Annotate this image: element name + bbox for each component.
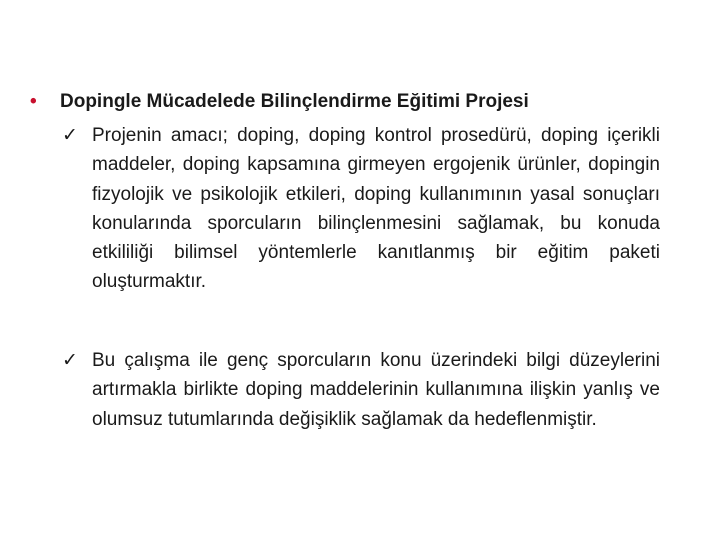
checkmark-icon: ✓ xyxy=(62,350,78,371)
bullet-icon: • xyxy=(30,91,37,112)
list-item xyxy=(62,121,660,297)
list-item-text: Projenin amacı; doping, doping kontrol prosedürü, doping içerikli maddeler, doping kapsamına girmeyen ergojenik ürünler, dopingin fizyolojik ve psikolojik etkileri, doping kullanımının yasal sonuçları konularında sporcuların bilinçlenmesini sağlamak, bu konuda etkililiği bilimsel yöntemlerle kanıtlanmış bir eğitim paketi oluşturmaktır. xyxy=(92,125,660,293)
list-item xyxy=(62,346,660,434)
heading-text: Dopingle Mücadelede Bilinçlendirme Eğitimi Projesi xyxy=(60,91,529,112)
list-item-text: Bu çalışma ile genç sporcuların konu üzerindeki bilgi düzeylerini artırmakla birlikte doping maddelerinin kullanımına ilişkin yanlış ve olumsuz tutumlarında değişiklik sağlamak da hedeflenmiştir. xyxy=(92,350,660,430)
slide-heading xyxy=(30,90,670,114)
checkmark-icon: ✓ xyxy=(62,125,78,146)
